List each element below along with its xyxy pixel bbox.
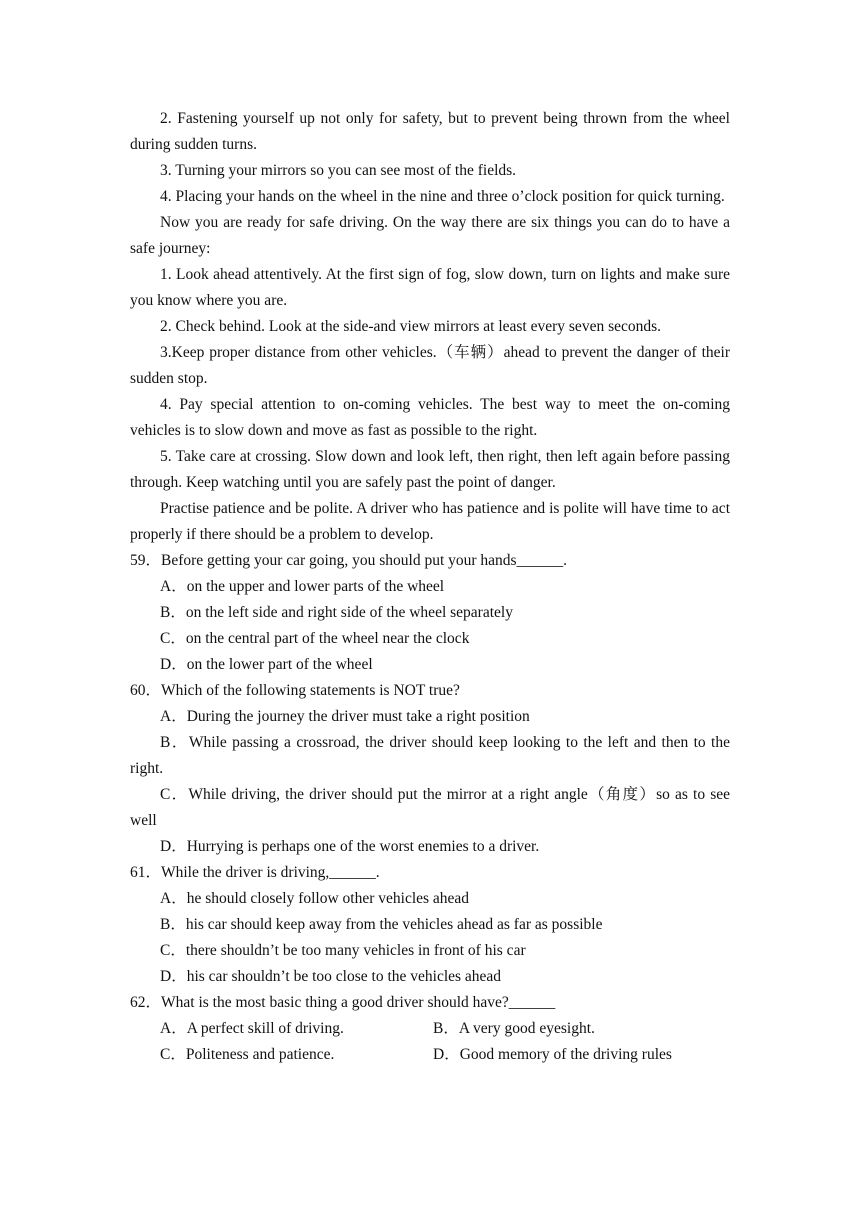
passage-tip: 4. Placing your hands on the wheel in the nine and three o’clock position for quick turning. [160,188,725,205]
question-stem: 60．Which of the following statements is NOT true? [130,682,460,699]
passage-journey-tip: 3.Keep proper distance from other vehicles.（车辆）ahead to prevent the danger of their sudden stop. [130,344,730,387]
answer-option: B．A very good eyesight. [433,1020,595,1037]
answer-option: D．Hurrying is perhaps one of the worst enemies to a driver. [160,838,540,855]
passage-tip: 3. Turning your mirrors so you can see most of the fields. [160,162,517,179]
document-page [130,106,730,1068]
passage-intro-journey: Now you are ready for safe driving. On the way there are six things you can do to have a safe journey: [130,214,730,257]
passage-journey-tip: 5. Take care at crossing. Slow down and look left, then right, then left again before passing through. Keep watching until you are safely past the point of danger. [130,448,730,491]
answer-option: C．Politeness and patience. [160,1046,335,1063]
answer-option: A．on the upper and lower parts of the wheel [160,578,445,595]
passage-closing: Practise patience and be polite. A driver who has patience and is polite will have time to act properly if there should be a problem to develop. [130,500,730,543]
question-stem: 59．Before getting your car going, you should put your hands______. [130,552,567,569]
passage-journey-tip: 1. Look ahead attentively. At the first sign of fog, slow down, turn on lights and make sure you know where you are. [130,266,730,309]
answer-option: A．During the journey the driver must take a right position [160,708,530,725]
question-stem: 61．While the driver is driving,______. [130,864,380,881]
answer-option: D．his car shouldn’t be too close to the vehicles ahead [160,968,502,985]
answer-option: C．there shouldn’t be too many vehicles in front of his car [160,942,526,959]
answer-option-row [130,1016,730,1042]
answer-option: B．his car should keep away from the vehicles ahead as far as possible [160,916,603,933]
passage-tip: 2. Fastening yourself up not only for safety, but to prevent being thrown from the wheel during sudden turns. [130,110,730,153]
answer-option: C．on the central part of the wheel near the clock [160,630,470,647]
answer-option: D．on the lower part of the wheel [160,656,373,673]
passage-journey-tip: 4. Pay special attention to on-coming vehicles. The best way to meet the on-coming vehicles is to slow down and move as fast as possible to the right. [130,396,730,439]
answer-option: B．on the left side and right side of the wheel separately [160,604,513,621]
answer-option: C．While driving, the driver should put the mirror at a right angle（角度）so as to see well [130,786,730,829]
answer-option: D．Good memory of the driving rules [433,1046,672,1063]
answer-option: A．he should closely follow other vehicles ahead [160,890,470,907]
answer-option: A．A perfect skill of driving. [160,1020,344,1037]
passage-journey-tip: 2. Check behind. Look at the side-and view mirrors at least every seven seconds. [160,318,662,335]
answer-option: B．While passing a crossroad, the driver should keep looking to the left and then to the right. [130,734,730,777]
question-stem: 62．What is the most basic thing a good driver should have?______ [130,994,556,1011]
answer-option-row [130,1042,730,1068]
